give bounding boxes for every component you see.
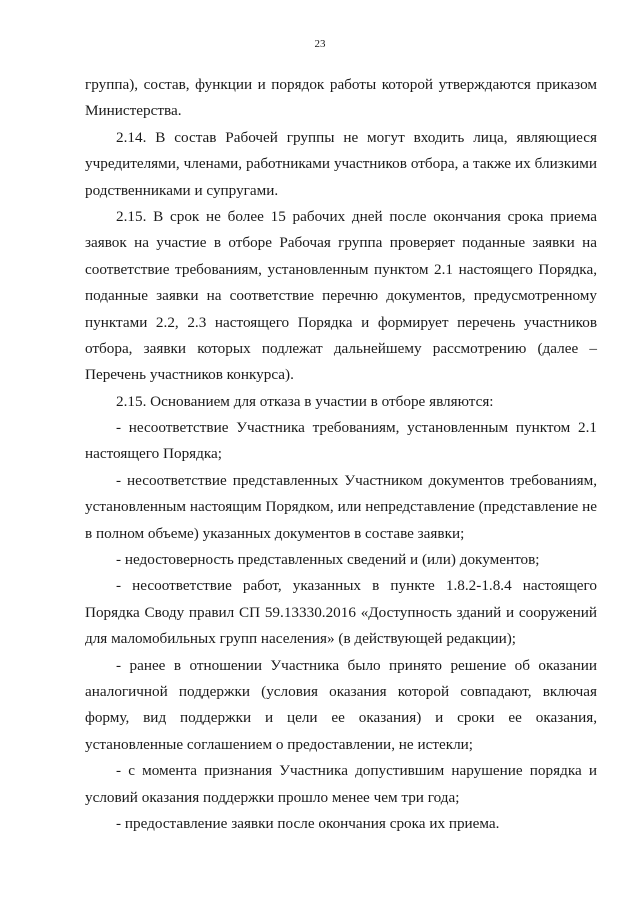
- text-line: 2.15. В срок не более 15 рабочих дней после окончания срока приема: [116, 207, 597, 225]
- text-line: Министерства.: [85, 102, 182, 120]
- page-number: 23: [314, 38, 326, 50]
- text-line: родственниками и супругами.: [85, 181, 279, 199]
- text-line: учредителями, членами, работниками участников отбора, а также их близкими: [85, 155, 597, 173]
- text-line: отбора, заявки которых подлежат дальнейшему рассмотрению (далее –: [85, 339, 597, 357]
- text-line: в полном объеме) указанных документов в составе заявки;: [85, 524, 465, 542]
- text-line: заявок на участие в отборе Рабочая группа проверяет поданные заявки на: [85, 234, 597, 252]
- text-line: - несоответствие работ, указанных в пункте 1.8.2-1.8.4 настоящего: [116, 577, 597, 595]
- text-line: Перечень участников конкурса).: [85, 366, 294, 384]
- text-line: поданные заявки на соответствие перечню документов, предусмотренному: [85, 287, 597, 305]
- text-line: условий оказания поддержки прошло менее чем три года;: [85, 788, 460, 806]
- text-line: - с момента признания Участника допустившим нарушение порядка и: [116, 762, 597, 780]
- text-line: - предоставление заявки после окончания срока их приема.: [116, 814, 500, 832]
- text-line: аналогичной поддержки (условия оказания которой совпадают, включая: [85, 682, 597, 700]
- text-line: - несоответствие Участника требованиям, установленным пунктом 2.1: [116, 419, 597, 437]
- text-line: 2.15. Основанием для отказа в участии в отборе являются:: [116, 392, 494, 410]
- text-line: форму, вид поддержки и цели ее оказания) и сроки ее оказания,: [85, 709, 597, 727]
- text-line: группа), состав, функции и порядок работы которой утверждаются приказом: [85, 76, 597, 93]
- text-line: установленным настоящим Порядком, или непредставление (представление не: [85, 498, 597, 516]
- text-line: настоящего Порядка;: [85, 445, 222, 463]
- text-line: - недостоверность представленных сведений и (или) документов;: [116, 551, 540, 569]
- text-line: установленные соглашением о предоставлении, не истекли;: [85, 735, 474, 753]
- text-line: соответствие требованиям, установленным пунктом 2.1 настоящего Порядка,: [85, 260, 597, 278]
- text-line: 2.14. В состав Рабочей группы не могут входить лица, являющиеся: [116, 128, 597, 146]
- text-line: - несоответствие представленных Участником документов требованиям,: [116, 471, 597, 489]
- text-line: для маломобильных групп населения» (в действующей редакции);: [85, 630, 516, 648]
- text-line: Порядка Своду правил СП 59.13330.2016 «Доступность зданий и сооружений: [85, 603, 597, 621]
- document-body: [85, 72, 597, 837]
- text-line: пунктами 2.2, 2.3 настоящего Порядка и формирует перечень участников: [85, 313, 597, 331]
- text-line: - ранее в отношении Участника было принято решение об оказании: [116, 656, 597, 674]
